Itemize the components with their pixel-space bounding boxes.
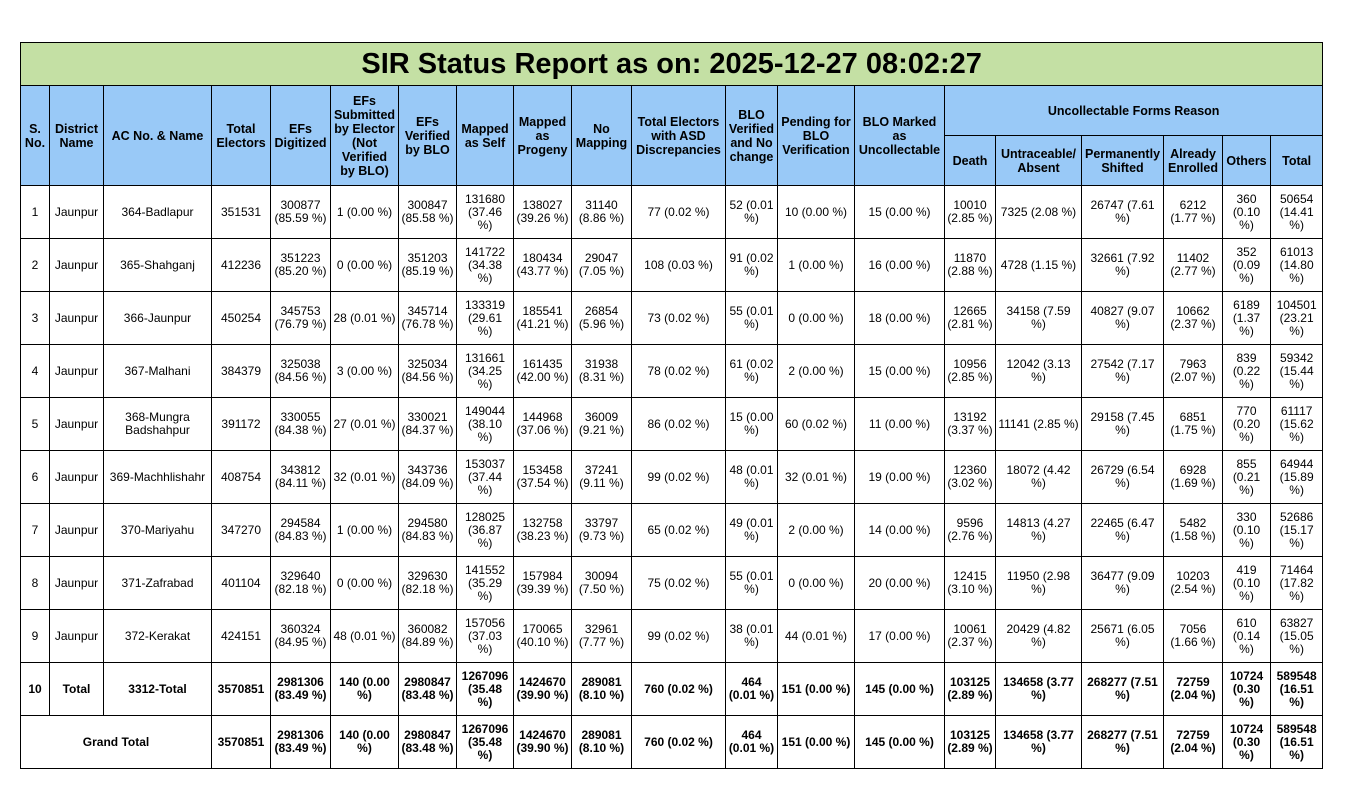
cell-ac: 372-Kerakat bbox=[104, 610, 212, 663]
cell-total: 589548 (16.51 %) bbox=[1271, 716, 1323, 769]
cell-asd: 99 (0.02 %) bbox=[632, 451, 726, 504]
header-death: Death bbox=[945, 136, 996, 186]
report-container bbox=[20, 42, 1323, 769]
cell-mapped-self: 133319 (29.61 %) bbox=[457, 292, 514, 345]
table-row bbox=[21, 610, 1323, 663]
cell-death: 13192 (3.37 %) bbox=[945, 398, 996, 451]
cell-efs-verified: 330021 (84.37 %) bbox=[399, 398, 457, 451]
cell-efs-verified: 2980847 (83.48 %) bbox=[399, 716, 457, 769]
cell-shifted: 26729 (6.54 %) bbox=[1082, 451, 1164, 504]
cell-total-electors: 347270 bbox=[212, 504, 271, 557]
cell-total: 61117 (15.62 %) bbox=[1271, 398, 1323, 451]
cell-ac: 368-Mungra Badshahpur bbox=[104, 398, 212, 451]
cell-efs-submitted: 48 (0.01 %) bbox=[331, 610, 399, 663]
cell-blo-uncollectable: 14 (0.00 %) bbox=[855, 504, 945, 557]
cell-untraceable: 11950 (2.98 %) bbox=[996, 557, 1082, 610]
cell-efs-digitized: 300877 (85.59 %) bbox=[271, 186, 331, 239]
cell-mapped-progeny: 1424670 (39.90 %) bbox=[514, 663, 572, 716]
cell-shifted: 26747 (7.61 %) bbox=[1082, 186, 1164, 239]
cell-no-mapping: 32961 (7.77 %) bbox=[572, 610, 632, 663]
cell-enrolled: 6851 (1.75 %) bbox=[1164, 398, 1223, 451]
cell-efs-digitized: 330055 (84.38 %) bbox=[271, 398, 331, 451]
header-efs-submitted: EFs Submitted by Elector (Not Verified by BLO) bbox=[331, 86, 399, 186]
cell-efs-verified: 360082 (84.89 %) bbox=[399, 610, 457, 663]
cell-mapped-self: 1267096 (35.48 %) bbox=[457, 716, 514, 769]
cell-death: 12360 (3.02 %) bbox=[945, 451, 996, 504]
cell-sno: 1 bbox=[21, 186, 50, 239]
cell-efs-verified: 351203 (85.19 %) bbox=[399, 239, 457, 292]
cell-others: 330 (0.10 %) bbox=[1223, 504, 1271, 557]
cell-death: 10956 (2.85 %) bbox=[945, 345, 996, 398]
cell-sno: 6 bbox=[21, 451, 50, 504]
cell-asd: 760 (0.02 %) bbox=[632, 663, 726, 716]
cell-district: Jaunpur bbox=[50, 557, 104, 610]
header-mapped-progeny: Mapped as Progeny bbox=[514, 86, 572, 186]
table-row bbox=[21, 345, 1323, 398]
cell-district: Jaunpur bbox=[50, 610, 104, 663]
cell-others: 360 (0.10 %) bbox=[1223, 186, 1271, 239]
cell-asd: 99 (0.02 %) bbox=[632, 610, 726, 663]
cell-mapped-progeny: 157984 (39.39 %) bbox=[514, 557, 572, 610]
cell-ac: 369-Machhlishahr bbox=[104, 451, 212, 504]
table-row bbox=[21, 239, 1323, 292]
cell-asd: 760 (0.02 %) bbox=[632, 716, 726, 769]
cell-death: 12665 (2.81 %) bbox=[945, 292, 996, 345]
cell-no-mapping: 29047 (7.05 %) bbox=[572, 239, 632, 292]
cell-district: Jaunpur bbox=[50, 345, 104, 398]
cell-efs-verified: 329630 (82.18 %) bbox=[399, 557, 457, 610]
cell-efs-submitted: 32 (0.01 %) bbox=[331, 451, 399, 504]
sir-status-table bbox=[20, 42, 1323, 769]
cell-efs-verified: 294580 (84.83 %) bbox=[399, 504, 457, 557]
cell-no-mapping: 31938 (8.31 %) bbox=[572, 345, 632, 398]
cell-efs-submitted: 1 (0.00 %) bbox=[331, 504, 399, 557]
header-total: Total bbox=[1271, 136, 1323, 186]
cell-total: 50654 (14.41 %) bbox=[1271, 186, 1323, 239]
cell-death: 10010 (2.85 %) bbox=[945, 186, 996, 239]
cell-blo-verified: 61 (0.02 %) bbox=[726, 345, 778, 398]
cell-shifted: 27542 (7.17 %) bbox=[1082, 345, 1164, 398]
cell-pending: 151 (0.00 %) bbox=[778, 716, 855, 769]
cell-efs-verified: 345714 (76.78 %) bbox=[399, 292, 457, 345]
cell-shifted: 268277 (7.51 %) bbox=[1082, 663, 1164, 716]
cell-death: 11870 (2.88 %) bbox=[945, 239, 996, 292]
cell-blo-verified: 49 (0.01 %) bbox=[726, 504, 778, 557]
cell-blo-uncollectable: 17 (0.00 %) bbox=[855, 610, 945, 663]
cell-no-mapping: 289081 (8.10 %) bbox=[572, 663, 632, 716]
cell-untraceable: 34158 (7.59 %) bbox=[996, 292, 1082, 345]
cell-district: Jaunpur bbox=[50, 451, 104, 504]
cell-enrolled: 7056 (1.66 %) bbox=[1164, 610, 1223, 663]
table-row bbox=[21, 451, 1323, 504]
cell-total: 71464 (17.82 %) bbox=[1271, 557, 1323, 610]
cell-sno: 3 bbox=[21, 292, 50, 345]
cell-blo-uncollectable: 16 (0.00 %) bbox=[855, 239, 945, 292]
cell-efs-submitted: 3 (0.00 %) bbox=[331, 345, 399, 398]
table-row bbox=[21, 398, 1323, 451]
cell-mapped-progeny: 138027 (39.26 %) bbox=[514, 186, 572, 239]
cell-blo-verified: 38 (0.01 %) bbox=[726, 610, 778, 663]
cell-sno: 4 bbox=[21, 345, 50, 398]
cell-efs-verified: 325034 (84.56 %) bbox=[399, 345, 457, 398]
cell-others: 10724 (0.30 %) bbox=[1223, 663, 1271, 716]
cell-efs-submitted: 27 (0.01 %) bbox=[331, 398, 399, 451]
cell-district: Jaunpur bbox=[50, 398, 104, 451]
cell-untraceable: 18072 (4.42 %) bbox=[996, 451, 1082, 504]
cell-ac: 365-Shahganj bbox=[104, 239, 212, 292]
cell-others: 6189 (1.37 %) bbox=[1223, 292, 1271, 345]
cell-district: Jaunpur bbox=[50, 292, 104, 345]
cell-efs-submitted: 1 (0.00 %) bbox=[331, 186, 399, 239]
cell-mapped-self: 157056 (37.03 %) bbox=[457, 610, 514, 663]
cell-enrolled: 10662 (2.37 %) bbox=[1164, 292, 1223, 345]
cell-total-electors: 424151 bbox=[212, 610, 271, 663]
cell-efs-digitized: 351223 (85.20 %) bbox=[271, 239, 331, 292]
cell-sno: 2 bbox=[21, 239, 50, 292]
cell-ac: 3312-Total bbox=[104, 663, 212, 716]
cell-asd: 77 (0.02 %) bbox=[632, 186, 726, 239]
cell-total: 63827 (15.05 %) bbox=[1271, 610, 1323, 663]
cell-asd: 75 (0.02 %) bbox=[632, 557, 726, 610]
cell-ac: 366-Jaunpur bbox=[104, 292, 212, 345]
cell-blo-verified: 55 (0.01 %) bbox=[726, 557, 778, 610]
cell-shifted: 36477 (9.09 %) bbox=[1082, 557, 1164, 610]
cell-shifted: 29158 (7.45 %) bbox=[1082, 398, 1164, 451]
header-blo-verified: BLO Verified and No change bbox=[726, 86, 778, 186]
table-row bbox=[21, 186, 1323, 239]
cell-pending: 32 (0.01 %) bbox=[778, 451, 855, 504]
header-district: District Name bbox=[50, 86, 104, 186]
cell-death: 103125 (2.89 %) bbox=[945, 716, 996, 769]
cell-blo-verified: 91 (0.02 %) bbox=[726, 239, 778, 292]
cell-ac: 371-Zafrabad bbox=[104, 557, 212, 610]
cell-death: 10061 (2.37 %) bbox=[945, 610, 996, 663]
cell-mapped-progeny: 161435 (42.00 %) bbox=[514, 345, 572, 398]
cell-enrolled: 7963 (2.07 %) bbox=[1164, 345, 1223, 398]
cell-efs-submitted: 140 (0.00 %) bbox=[331, 663, 399, 716]
cell-total-electors: 412236 bbox=[212, 239, 271, 292]
header-blo-uncollectable: BLO Marked as Uncollectable bbox=[855, 86, 945, 186]
cell-total-electors: 3570851 bbox=[212, 716, 271, 769]
cell-total-electors: 3570851 bbox=[212, 663, 271, 716]
header-efs-verified: EFs Verified by BLO bbox=[399, 86, 457, 186]
cell-pending: 0 (0.00 %) bbox=[778, 557, 855, 610]
grand-total-row bbox=[21, 716, 1323, 769]
cell-sno: 8 bbox=[21, 557, 50, 610]
cell-no-mapping: 289081 (8.10 %) bbox=[572, 716, 632, 769]
cell-efs-digitized: 343812 (84.11 %) bbox=[271, 451, 331, 504]
cell-shifted: 25671 (6.05 %) bbox=[1082, 610, 1164, 663]
cell-total: 61013 (14.80 %) bbox=[1271, 239, 1323, 292]
cell-efs-verified: 300847 (85.58 %) bbox=[399, 186, 457, 239]
cell-untraceable: 20429 (4.82 %) bbox=[996, 610, 1082, 663]
header-others: Others bbox=[1223, 136, 1271, 186]
cell-total: 59342 (15.44 %) bbox=[1271, 345, 1323, 398]
cell-efs-submitted: 0 (0.00 %) bbox=[331, 239, 399, 292]
cell-blo-verified: 464 (0.01 %) bbox=[726, 716, 778, 769]
cell-mapped-progeny: 180434 (43.77 %) bbox=[514, 239, 572, 292]
cell-others: 770 (0.20 %) bbox=[1223, 398, 1271, 451]
cell-efs-submitted: 0 (0.00 %) bbox=[331, 557, 399, 610]
cell-ac: 367-Malhani bbox=[104, 345, 212, 398]
header-asd: Total Electors with ASD Discrepancies bbox=[632, 86, 726, 186]
cell-district: Total bbox=[50, 663, 104, 716]
cell-efs-verified: 2980847 (83.48 %) bbox=[399, 663, 457, 716]
cell-blo-uncollectable: 18 (0.00 %) bbox=[855, 292, 945, 345]
cell-pending: 2 (0.00 %) bbox=[778, 345, 855, 398]
cell-sno: 5 bbox=[21, 398, 50, 451]
cell-death: 9596 (2.76 %) bbox=[945, 504, 996, 557]
cell-efs-digitized: 345753 (76.79 %) bbox=[271, 292, 331, 345]
cell-blo-uncollectable: 145 (0.00 %) bbox=[855, 663, 945, 716]
cell-enrolled: 72759 (2.04 %) bbox=[1164, 663, 1223, 716]
cell-sno: 9 bbox=[21, 610, 50, 663]
cell-enrolled: 6928 (1.69 %) bbox=[1164, 451, 1223, 504]
cell-blo-uncollectable: 145 (0.00 %) bbox=[855, 716, 945, 769]
cell-pending: 10 (0.00 %) bbox=[778, 186, 855, 239]
cell-blo-uncollectable: 11 (0.00 %) bbox=[855, 398, 945, 451]
cell-untraceable: 134658 (3.77 %) bbox=[996, 716, 1082, 769]
cell-no-mapping: 36009 (9.21 %) bbox=[572, 398, 632, 451]
cell-enrolled: 11402 (2.77 %) bbox=[1164, 239, 1223, 292]
cell-others: 352 (0.09 %) bbox=[1223, 239, 1271, 292]
cell-enrolled: 5482 (1.58 %) bbox=[1164, 504, 1223, 557]
cell-efs-digitized: 294584 (84.83 %) bbox=[271, 504, 331, 557]
header-uncollectable-group: Uncollectable Forms Reason bbox=[945, 86, 1323, 136]
table-row bbox=[21, 504, 1323, 557]
cell-total: 52686 (15.17 %) bbox=[1271, 504, 1323, 557]
cell-pending: 2 (0.00 %) bbox=[778, 504, 855, 557]
cell-district: Jaunpur bbox=[50, 239, 104, 292]
cell-mapped-progeny: 170065 (40.10 %) bbox=[514, 610, 572, 663]
cell-sno: 7 bbox=[21, 504, 50, 557]
cell-others: 10724 (0.30 %) bbox=[1223, 716, 1271, 769]
cell-total-electors: 384379 bbox=[212, 345, 271, 398]
cell-mapped-self: 1267096 (35.48 %) bbox=[457, 663, 514, 716]
cell-no-mapping: 37241 (9.11 %) bbox=[572, 451, 632, 504]
cell-mapped-self: 131661 (34.25 %) bbox=[457, 345, 514, 398]
cell-total-electors: 351531 bbox=[212, 186, 271, 239]
cell-no-mapping: 31140 (8.86 %) bbox=[572, 186, 632, 239]
header-pending: Pending for BLO Verification bbox=[778, 86, 855, 186]
cell-untraceable: 14813 (4.27 %) bbox=[996, 504, 1082, 557]
cell-shifted: 268277 (7.51 %) bbox=[1082, 716, 1164, 769]
cell-sno: 10 bbox=[21, 663, 50, 716]
cell-enrolled: 6212 (1.77 %) bbox=[1164, 186, 1223, 239]
header-total-electors: Total Electors bbox=[212, 86, 271, 186]
cell-district: Jaunpur bbox=[50, 504, 104, 557]
cell-efs-digitized: 329640 (82.18 %) bbox=[271, 557, 331, 610]
cell-asd: 86 (0.02 %) bbox=[632, 398, 726, 451]
cell-pending: 151 (0.00 %) bbox=[778, 663, 855, 716]
header-ac: AC No. & Name bbox=[104, 86, 212, 186]
cell-mapped-progeny: 144968 (37.06 %) bbox=[514, 398, 572, 451]
cell-mapped-progeny: 153458 (37.54 %) bbox=[514, 451, 572, 504]
cell-blo-verified: 15 (0.00 %) bbox=[726, 398, 778, 451]
cell-ac: 370-Mariyahu bbox=[104, 504, 212, 557]
cell-untraceable: 4728 (1.15 %) bbox=[996, 239, 1082, 292]
header-untraceable: Untraceable/ Absent bbox=[996, 136, 1082, 186]
cell-blo-verified: 464 (0.01 %) bbox=[726, 663, 778, 716]
table-row bbox=[21, 557, 1323, 610]
cell-mapped-self: 141722 (34.38 %) bbox=[457, 239, 514, 292]
cell-blo-verified: 48 (0.01 %) bbox=[726, 451, 778, 504]
cell-total-electors: 450254 bbox=[212, 292, 271, 345]
cell-efs-digitized: 2981306 (83.49 %) bbox=[271, 663, 331, 716]
cell-ac: 364-Badlapur bbox=[104, 186, 212, 239]
cell-mapped-progeny: 132758 (38.23 %) bbox=[514, 504, 572, 557]
report-title: SIR Status Report as on: 2025-12-27 08:02:27 bbox=[21, 43, 1323, 86]
cell-asd: 108 (0.03 %) bbox=[632, 239, 726, 292]
cell-untraceable: 7325 (2.08 %) bbox=[996, 186, 1082, 239]
total-row bbox=[21, 663, 1323, 716]
cell-mapped-self: 128025 (36.87 %) bbox=[457, 504, 514, 557]
cell-no-mapping: 33797 (9.73 %) bbox=[572, 504, 632, 557]
cell-others: 610 (0.14 %) bbox=[1223, 610, 1271, 663]
cell-total: 104501 (23.21 %) bbox=[1271, 292, 1323, 345]
cell-mapped-progeny: 185541 (41.21 %) bbox=[514, 292, 572, 345]
cell-total: 64944 (15.89 %) bbox=[1271, 451, 1323, 504]
cell-shifted: 32661 (7.92 %) bbox=[1082, 239, 1164, 292]
cell-pending: 1 (0.00 %) bbox=[778, 239, 855, 292]
cell-others: 419 (0.10 %) bbox=[1223, 557, 1271, 610]
cell-enrolled: 72759 (2.04 %) bbox=[1164, 716, 1223, 769]
header-sno: S. No. bbox=[21, 86, 50, 186]
cell-enrolled: 10203 (2.54 %) bbox=[1164, 557, 1223, 610]
cell-efs-submitted: 140 (0.00 %) bbox=[331, 716, 399, 769]
cell-untraceable: 11141 (2.85 %) bbox=[996, 398, 1082, 451]
cell-asd: 73 (0.02 %) bbox=[632, 292, 726, 345]
cell-pending: 44 (0.01 %) bbox=[778, 610, 855, 663]
header-mapped-self: Mapped as Self bbox=[457, 86, 514, 186]
cell-blo-uncollectable: 15 (0.00 %) bbox=[855, 345, 945, 398]
cell-untraceable: 12042 (3.13 %) bbox=[996, 345, 1082, 398]
header-efs-digitized: EFs Digitized bbox=[271, 86, 331, 186]
cell-mapped-self: 153037 (37.44 %) bbox=[457, 451, 514, 504]
cell-district: Jaunpur bbox=[50, 186, 104, 239]
table-body bbox=[21, 186, 1323, 769]
header-enrolled: Already Enrolled bbox=[1164, 136, 1223, 186]
cell-total: 589548 (16.51 %) bbox=[1271, 663, 1323, 716]
cell-death: 12415 (3.10 %) bbox=[945, 557, 996, 610]
cell-blo-uncollectable: 20 (0.00 %) bbox=[855, 557, 945, 610]
cell-total-electors: 408754 bbox=[212, 451, 271, 504]
cell-mapped-self: 141552 (35.29 %) bbox=[457, 557, 514, 610]
cell-pending: 60 (0.02 %) bbox=[778, 398, 855, 451]
cell-untraceable: 134658 (3.77 %) bbox=[996, 663, 1082, 716]
cell-mapped-self: 149044 (38.10 %) bbox=[457, 398, 514, 451]
cell-efs-digitized: 360324 (84.95 %) bbox=[271, 610, 331, 663]
cell-blo-verified: 52 (0.01 %) bbox=[726, 186, 778, 239]
cell-efs-digitized: 325038 (84.56 %) bbox=[271, 345, 331, 398]
cell-total-electors: 401104 bbox=[212, 557, 271, 610]
cell-asd: 78 (0.02 %) bbox=[632, 345, 726, 398]
cell-blo-uncollectable: 15 (0.00 %) bbox=[855, 186, 945, 239]
cell-others: 855 (0.21 %) bbox=[1223, 451, 1271, 504]
cell-pending: 0 (0.00 %) bbox=[778, 292, 855, 345]
cell-blo-uncollectable: 19 (0.00 %) bbox=[855, 451, 945, 504]
cell-mapped-self: 131680 (37.46 %) bbox=[457, 186, 514, 239]
cell-efs-verified: 343736 (84.09 %) bbox=[399, 451, 457, 504]
grand-total-label: Grand Total bbox=[21, 716, 212, 769]
cell-efs-digitized: 2981306 (83.49 %) bbox=[271, 716, 331, 769]
cell-blo-verified: 55 (0.01 %) bbox=[726, 292, 778, 345]
cell-mapped-progeny: 1424670 (39.90 %) bbox=[514, 716, 572, 769]
cell-no-mapping: 26854 (5.96 %) bbox=[572, 292, 632, 345]
header-no-mapping: No Mapping bbox=[572, 86, 632, 186]
cell-shifted: 22465 (6.47 %) bbox=[1082, 504, 1164, 557]
cell-asd: 65 (0.02 %) bbox=[632, 504, 726, 557]
cell-efs-submitted: 28 (0.01 %) bbox=[331, 292, 399, 345]
table-row bbox=[21, 292, 1323, 345]
cell-total-electors: 391172 bbox=[212, 398, 271, 451]
header-shifted: Permanently Shifted bbox=[1082, 136, 1164, 186]
cell-no-mapping: 30094 (7.50 %) bbox=[572, 557, 632, 610]
cell-shifted: 40827 (9.07 %) bbox=[1082, 292, 1164, 345]
cell-death: 103125 (2.89 %) bbox=[945, 663, 996, 716]
cell-others: 839 (0.22 %) bbox=[1223, 345, 1271, 398]
